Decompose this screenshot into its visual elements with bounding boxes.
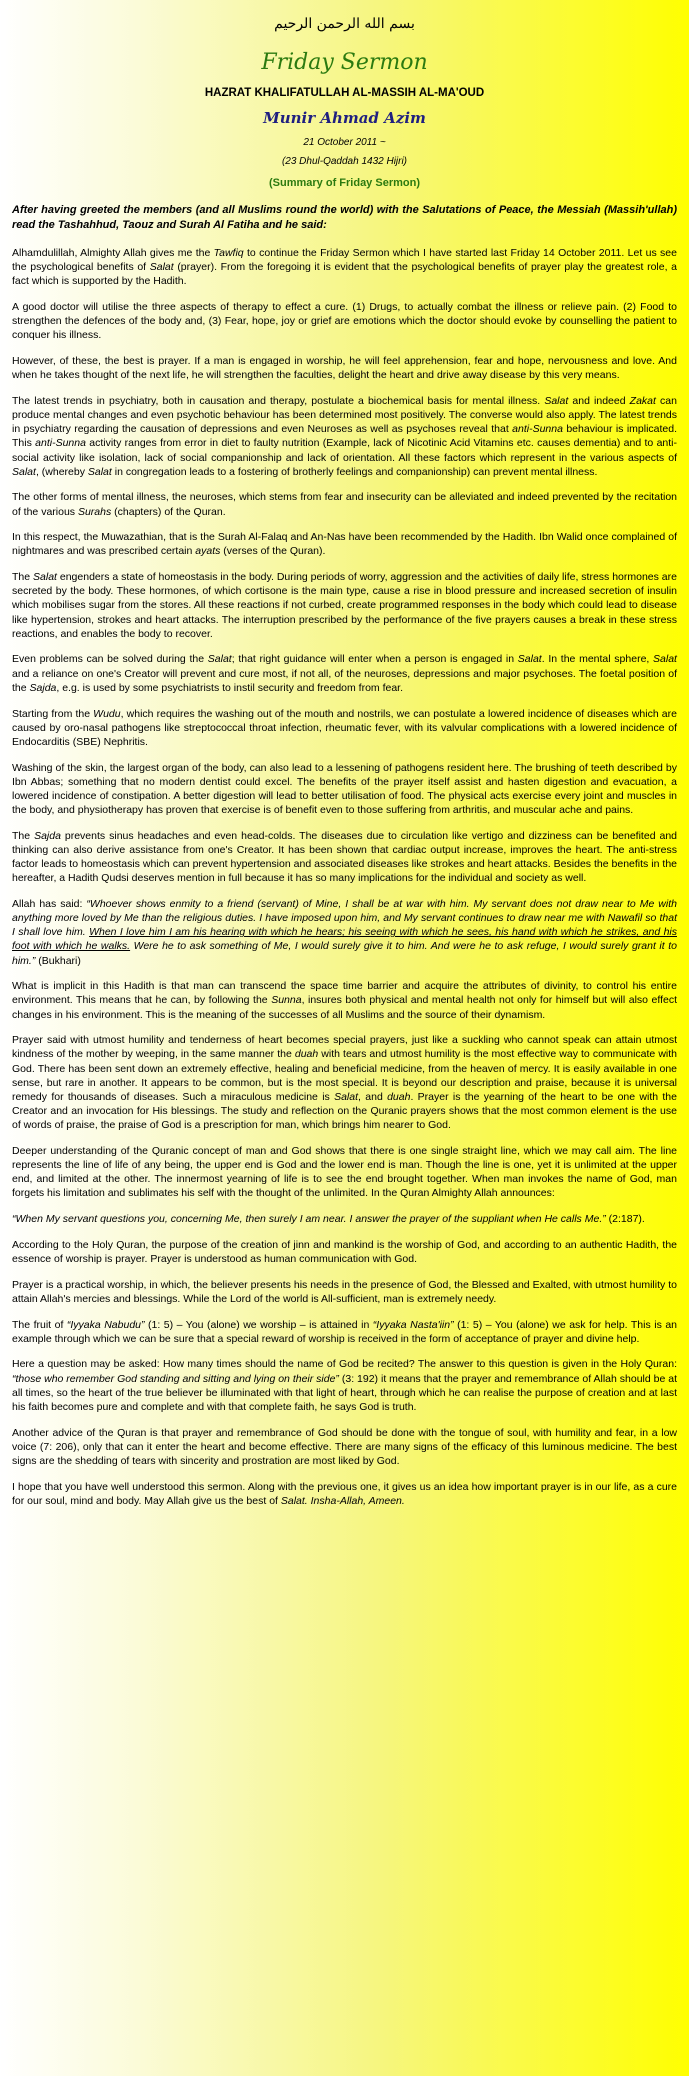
- paragraph-text: and a reliance on one's Creator will prevent and cure most, if not all, of the neuroses, depressions and major psychoses. The foetal position of the: [12, 667, 677, 694]
- italic-term: Sajda: [29, 681, 57, 694]
- sermon-paragraph: [12, 1212, 677, 1226]
- paragraph-text: in congregation leads to a fostering of brotherly feelings and companionship) can prevent mental illness.: [111, 465, 598, 478]
- paragraph-text: (1: 5) – You (alone) we worship – is attained in: [144, 1318, 373, 1331]
- paragraph-text: According to the Holy Quran, the purpose of the creation of jinn and mankind is the worship of God, and according to an authentic Hadith, the essence of worship is prayer. Prayer is understood as human communication with God.: [12, 1238, 677, 1265]
- paragraph-text: The: [12, 571, 34, 584]
- intro-paragraph: After having greeted the members (and all Muslims round the world) with the Salutations of Peace, the Messiah (Massih'ullah) read the Tashahhud, Taouz and Surah Al Fatiha and he said:: [12, 204, 677, 231]
- sermon-paragraph: [12, 1278, 677, 1306]
- italic-term: “Iyyaka Nasta'iin”: [372, 1318, 454, 1331]
- sermon-date: 21 October 2011 ~: [303, 137, 386, 148]
- paragraph-text: . Prayer is the yearning of the heart to be one with the Creator and an invocation for His blessings. The study and reflection on the Quranic prayers shows that the most common element is the use of words of praise, the praise of God is a prescription for man, which brings him nearer to God.: [12, 1090, 677, 1132]
- italic-term: anti-Sunna: [512, 423, 563, 436]
- paragraph-text: ; that right guidance will enter when a person is engaged in: [231, 653, 518, 666]
- summary-label: (Summary of Friday Sermon): [269, 177, 420, 189]
- sermon-paragraph: [12, 1144, 677, 1201]
- italic-term: Salat: [517, 653, 542, 666]
- paragraph-text: , insures both physical and mental health not only for himself but will also effect changes in his environment. This is the meaning of the successes of all Muslims and the source of their dynamism.: [12, 994, 678, 1021]
- paragraph-text: behaviour is implicated. This: [12, 423, 678, 450]
- paragraph-text: (verses of the Quran).: [220, 545, 326, 558]
- italic-term: Zakat: [629, 394, 656, 407]
- italic-term: Salat: [33, 571, 57, 584]
- italic-term: “those who remember God standing and sitting and lying on their side”: [12, 1372, 339, 1385]
- italic-term: Sunna: [271, 994, 302, 1007]
- italic-term: ayats: [195, 545, 221, 558]
- italic-term: Salat: [87, 465, 112, 478]
- underlined-quote: When I love him I am his hearing with which he hears; his seeing with which he sees, his hand with which he strikes, and his foot with which he walks.: [12, 926, 677, 953]
- sermon-paragraph: [12, 354, 677, 382]
- sermon-paragraph: [12, 1480, 677, 1508]
- sermon-paragraph: [12, 897, 677, 968]
- italic-term: duah: [294, 1048, 319, 1061]
- paragraph-text: Allah has said:: [12, 897, 87, 910]
- paragraph-text: Prayer said with utmost humility and tenderness of heart becomes special prayers, just like a suckling who cannot speak can attain utmost kindness of the mother by weeping, in the same manner the: [12, 1034, 677, 1061]
- paragraph-text: activity ranges from error in diet to faulty nutrition (Example, lack of Nicotinic Acid Vitamins etc. causes dementia) and to anti-social activity like isolation, lack of social companionship and lack of orientation. All these factors which represent in the various aspects of: [12, 437, 677, 464]
- sermon-paragraph: [12, 652, 677, 695]
- paragraph-text: engenders a state of homeostasis in the body. During periods of worry, aggression and the activities of daily life, stress hormones are secreted by the body. These hormones, of which cortisone is the main type, cause a rise in blood pressure and increased secretion of insulin which mobilises sugar from the stores. All these reactions if not curbed, create programmed responses in the body which could lead to disease like hypertension, strokes and heart attacks. The interruption prescribed by the performance of the five prayers causes a break in these stress reactions, and enables the body to recover.: [12, 571, 677, 640]
- paragraph-text: (2:187).: [605, 1213, 645, 1226]
- paragraph-text: , and: [358, 1090, 388, 1103]
- italic-term: “Whoever shows enmity to a friend (servant) of Mine, I shall be at war with him. My servant does not draw near to Me with anything more loved by Me than the religious duties. I have imposed upon him, and My servant continues to draw near me with Nawafil so that I shall love him.: [12, 897, 677, 939]
- paragraph-text: In this respect, the Muwazathian, that is the Surah Al-Falaq and An-Nas have been recommended by the Hadith. Ibn Walid once complained of nightmares and was prescribed certain: [12, 531, 677, 558]
- sermon-paragraph: [12, 530, 677, 558]
- sermon-page: [12, 0, 677, 1508]
- paragraph-text: Alhamdulillah, Almighty Allah gives me the: [12, 247, 214, 260]
- sermon-paragraph: [12, 707, 677, 750]
- paragraph-text: The latest trends in psychiatry, both in causation and therapy, postulate a biochemical basis for mental illness.: [12, 394, 545, 407]
- sermon-paragraph: [12, 1426, 677, 1469]
- paragraph-text: . In the mental sphere,: [541, 653, 654, 666]
- paragraph-text: (chapters) of the Quran.: [111, 505, 226, 518]
- sermon-paragraph: [12, 979, 677, 1022]
- page-title: Friday Sermon: [261, 50, 428, 75]
- sermon-paragraph: [12, 1318, 677, 1346]
- paragraph-text: The other forms of mental illness, the neuroses, which stems from fear and insecurity can be alleviated and indeed prevented by the recitation of the various: [12, 491, 677, 518]
- paragraph-text: Here a question may be asked: How many times should the name of God be recited? The answer to this question is given in the Holy Quran:: [12, 1358, 677, 1371]
- paragraph-text: The fruit of: [12, 1318, 67, 1331]
- bismillah-heading: بسم الله الرحمن الرحيم: [274, 16, 415, 32]
- italic-term: Salat: [334, 1090, 359, 1103]
- italic-term: duah: [387, 1090, 411, 1103]
- hijri-date: (23 Dhul-Qaddah 1432 Hijri): [281, 156, 408, 167]
- italic-term: Wudu: [93, 707, 121, 720]
- italic-term: Tawfiq: [213, 247, 244, 260]
- paragraph-text: Starting from the: [12, 707, 94, 720]
- sermon-paragraph: [12, 300, 677, 343]
- paragraph-text: to continue the Friday Sermon which I have started last Friday 14 October 2011. Let us see the psychological benefits of: [12, 247, 677, 274]
- paragraph-text: , which requires the washing out of the mouth and nostrils, we can postulate a lowered incidence of diseases which are caused by oro-nasal pathogens like streptococcal throat infection, rheumatic fever, with its valvular complications with a lowered incidence of Endocarditis (SBE) Nephritis.: [12, 707, 677, 748]
- italic-term: “Iyyaka Nabudu”: [66, 1318, 145, 1331]
- sermon-paragraph: [12, 1033, 677, 1132]
- italic-term: Salat: [544, 394, 569, 407]
- paragraph-text: However, of these, the best is prayer. If a man is engaged in worship, he will feel apprehension, fear and hope, nervousness and love. And when he takes thought of the next life, he will strengthen the faculties, delight the heart and drive away disease by this very means.: [12, 355, 677, 382]
- paragraph-text: and indeed: [568, 394, 630, 407]
- sermon-paragraph: [12, 829, 677, 886]
- sermon-paragraph: [12, 246, 677, 289]
- sermon-paragraph: [12, 1357, 677, 1414]
- italic-term: Salat: [12, 465, 36, 478]
- paragraph-text: Another advice of the Quran is that prayer and remembrance of God should be done with the tongue of soul, with humility and fear, in a low voice (7: 206), only that can it enter the heart and become effective. There are many signs of the efficacy of this luminous medicine. The best signs are the shedding of tears with sincerity and prostration are most liked by God.: [12, 1426, 677, 1467]
- paragraph-text: Prayer is a practical worship, in which, the believer presents his needs in the presence of God, the Blessed and Exalted, with utmost humility to attain Allah's mercies and blessings. While the Lord of the world is All-sufficient, man is extremely needy.: [12, 1278, 677, 1305]
- paragraph-text: (prayer). From the foregoing it is evident that the psychological benefits of prayer play the greatest role, a fact which is supported by the Hadith.: [12, 261, 677, 288]
- paragraph-text: The: [12, 829, 35, 842]
- italic-term: “When My servant questions you, concerning Me, then surely I am near. I answer the prayer of the suppliant when He calls Me.”: [12, 1213, 606, 1226]
- paragraph-text: with tears and utmost humility is the most effective way to communicate with God. There has been sent down an extremely effective, healing and beneficial medicine, from the heaven of mercy. It is easily available in one sense, but rare in another. It appears to be common, but is the most special. It is beyond our description and praise, because it is universal remedy for thousands of diseases. Such a miraculous medicine is: [12, 1048, 678, 1103]
- italic-term: Salat: [207, 653, 232, 666]
- italic-term: Sajda: [34, 829, 61, 842]
- paragraph-text: (3: 192) it means that the prayer and remembrance of Allah should be at all times, so the heart of the true believer be illuminated with that light of heart, through which he can realise the purpose of creation and at last his faith becomes pure and complete and with that complete faith, he says God is truth.: [12, 1372, 677, 1413]
- paragraph-text: (1: 5) – You (alone) we ask for help. This is an example through which we can be sure that a special reward of worship is received in the form of acceptance of prayer and divine help.: [12, 1318, 678, 1345]
- paragraph-text: I hope that you have well understood this sermon. Along with the previous one, it gives us an idea how important prayer is in our life, as a cure for our soul, mind and body. May Allah give us the best of: [12, 1480, 677, 1507]
- paragraph-text: , e.g. is used by some psychiatrists to instil security and freedom from fear.: [56, 681, 404, 694]
- italic-term: Salat. Insha-Allah, Ameen.: [280, 1494, 405, 1507]
- sermon-paragraph: [12, 1238, 677, 1266]
- sermon-paragraph: [12, 570, 677, 641]
- sermon-paragraph: [12, 394, 677, 479]
- paragraph-text: (Bukhari): [35, 954, 81, 967]
- sermon-paragraph: [12, 490, 677, 518]
- paragraph-text: Even problems can be solved during the: [12, 653, 208, 666]
- italic-term: anti-Sunna: [35, 437, 86, 450]
- italic-term: Surahs: [77, 505, 112, 518]
- sermon-body: [12, 246, 677, 1508]
- paragraph-text: A good doctor will utilise the three aspects of therapy to effect a cure. (1) Drugs, to actually combat the illness or relieve pain. (2) Food to strengthen the defences of the body and, (3) Fear, hope, joy or grief are emotions which the doctor should evoke by counselling the patient to conquer his illness.: [12, 301, 677, 342]
- paragraph-text: Washing of the skin, the largest organ of the body, can also lead to a lessening of pathogens resident here. The brushing of teeth described by Ibn Abbas; something that no modern dentist could excel. The benefits of the prayer itself assist and hasten digestion and evacuation, a lowered incidence of constipation. A better digestion will lead to better utilisation of food. The physical acts exercise every joint and muscles in the body, and physiotherapy has proven that exercise is of benefit even to those suffering from arthritis, and muscular ache and pains.: [12, 761, 677, 817]
- sermon-paragraph: [12, 761, 677, 818]
- khalifa-title: HAZRAT KHALIFATULLAH AL-MASSIH AL-MA'OUD: [204, 87, 485, 99]
- italic-term: Salat: [149, 261, 174, 274]
- paragraph-text: Deeper understanding of the Quranic concept of man and God shows that there is one single straight line, which we may call aim. The line represents the line of life of any being, the upper end is God and the lower end is man. Though the line is one, yet it is unlimited at the upper end, and limited at the other. The innermost yearning of life is to see the end brought together. When man invokes the name of God, man forgets his limitation and sublimates his self with the thought of the unlimited. In the Quran Almighty Allah announces:: [12, 1144, 677, 1200]
- paragraph-text: can produce mental changes and even psychotic behaviour has been determined most positively. The converse would also apply. The latest trends in psychiatry regarding the causation of depressions and even Neuroses as well as psychoses reveal that: [12, 394, 677, 436]
- paragraph-text: , (whereby: [35, 465, 88, 478]
- italic-term: Were he to ask something of Me, I would surely give it to him. And were he to ask refuge, I would surely grant it to him.”: [12, 940, 677, 967]
- paragraph-text: What is implicit in this Hadith is that man can transcend the space time barrier and acquire the attributes of divinity, to control his entire environment. This means that he can, by following the: [12, 980, 677, 1007]
- italic-term: Salat: [653, 653, 677, 666]
- imam-name: Munir Ahmad Azim: [263, 109, 426, 127]
- paragraph-text: prevents sinus headaches and even head-colds. The diseases due to circulation like vertigo and dizziness can be benefited and thinking can also derive assistance from one's Creator. It has been shown that cardiac output increase, improves the heart. The anti-stress factor leads to homeostasis which can prevent hypertension and associated diseases like strokes and heart attacks. Besides the benefits in the hereafter, a Hadith Qudsi deserves mention in full because it has so many implications for the individual and society as well.: [12, 829, 678, 885]
